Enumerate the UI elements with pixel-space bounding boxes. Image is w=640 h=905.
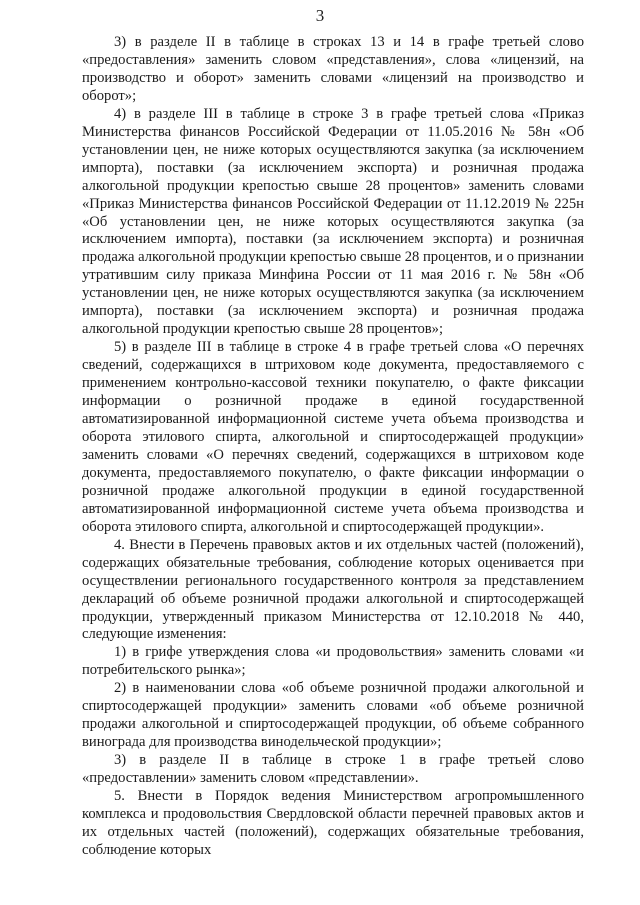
- paragraph-item-4-section-3-row-3: 4) в разделе III в таблице в строке 3 в графе третьей слова «Приказ Министерства финансов Российской Федерации от 11.05.2016 № 58н «Об установлении цен, не ниже которых осуществляются закупка (за исключением импорта), поставки (за исключением экспорта) и розничная продажа алкогольной продукции крепостью свыше 28 процентов» заменить словами «Приказ Министерства финансов Российской Федерации от 11.12.2019 № 225н «Об установлении цен, не ниже которых осуществляются закупка (за исключением импорта), поставки (за исключением экспорта) и розничная продажа алкогольной продукции крепостью свыше 28 процентов, и о признании утратившим силу приказа Минфина России от 11 мая 2016 г. № 58н «Об установлении цен, не ниже которых осуществляются закупка (за исключением импорта), поставки (за исключением экспорта) и розничная продажа алкогольной продукции крепостью свыше 28 процентов»;: [82, 105, 584, 338]
- page-number: 3: [315, 6, 325, 25]
- paragraph-clause-4-item-3: 3) в разделе II в таблице в строке 1 в графе третьей слово «предоставлении» заменить словом «представлении».: [82, 752, 584, 787]
- paragraph-clause-5: 5. Внести в Порядок ведения Министерством агропромышленного комплекса и продовольствия Свердловской области перечней правовых актов и их отдельных частей (положений), содержащих обязательные требования, соблюдение которых: [82, 788, 584, 858]
- paragraph-clause-4: 4. Внести в Перечень правовых актов и их отдельных частей (положений), содержащих обязательные требования, соблюдение которых оценивается при осуществлении регионального государственного контроля за представлением деклараций об объеме розничной продажи алкогольной и спиртосодержащей продукции, утвержденный приказом Министерства от 12.10.2018 № 440, следующие изменения:: [82, 536, 584, 643]
- paragraph-item-3-section-2: 3) в разделе II в таблице в строках 13 и 14 в графе третьей слово «предоставления» заменить словом «представления», слова «лицензий, на производство и оборот» заменить словами «лицензий на производство и оборот»;: [82, 34, 584, 104]
- document-body: [82, 34, 584, 860]
- paragraph-clause-4-item-1: 1) в грифе утверждения слова «и продовольствия» заменить словами «и потребительского рынка»;: [82, 644, 584, 679]
- paragraph-clause-4-item-2: 2) в наименовании слова «об объеме розничной продажи алкогольной и спиртосодержащей продукции» заменить словами «об объеме розничной продажи алкогольной и спиртосодержащей продукции, об объеме собранного винограда для производства винодельческой продукции»;: [82, 680, 584, 751]
- paragraph-item-5-section-3-row-4: 5) в разделе III в таблице в строке 4 в графе третьей слова «О перечнях сведений, содержащихся в штриховом коде документа, предоставляемого с применением контрольно-кассовой техники покупателю, о факте фиксации информации о розничной продаже в единой государственной автоматизированной информационной системе учета объема производства и оборота этилового спирта, алкогольной и спиртосодержащей продукции» заменить словами «О перечнях сведений, содержащихся в штриховом коде документа, предоставляемого покупателю, о факте фиксации информации о розничной продаже алкогольной продукции в единой государственной автоматизированной информационной системе учета объема производства и оборота этилового спирта, алкогольной и спиртосодержащей продукции».: [82, 339, 584, 535]
